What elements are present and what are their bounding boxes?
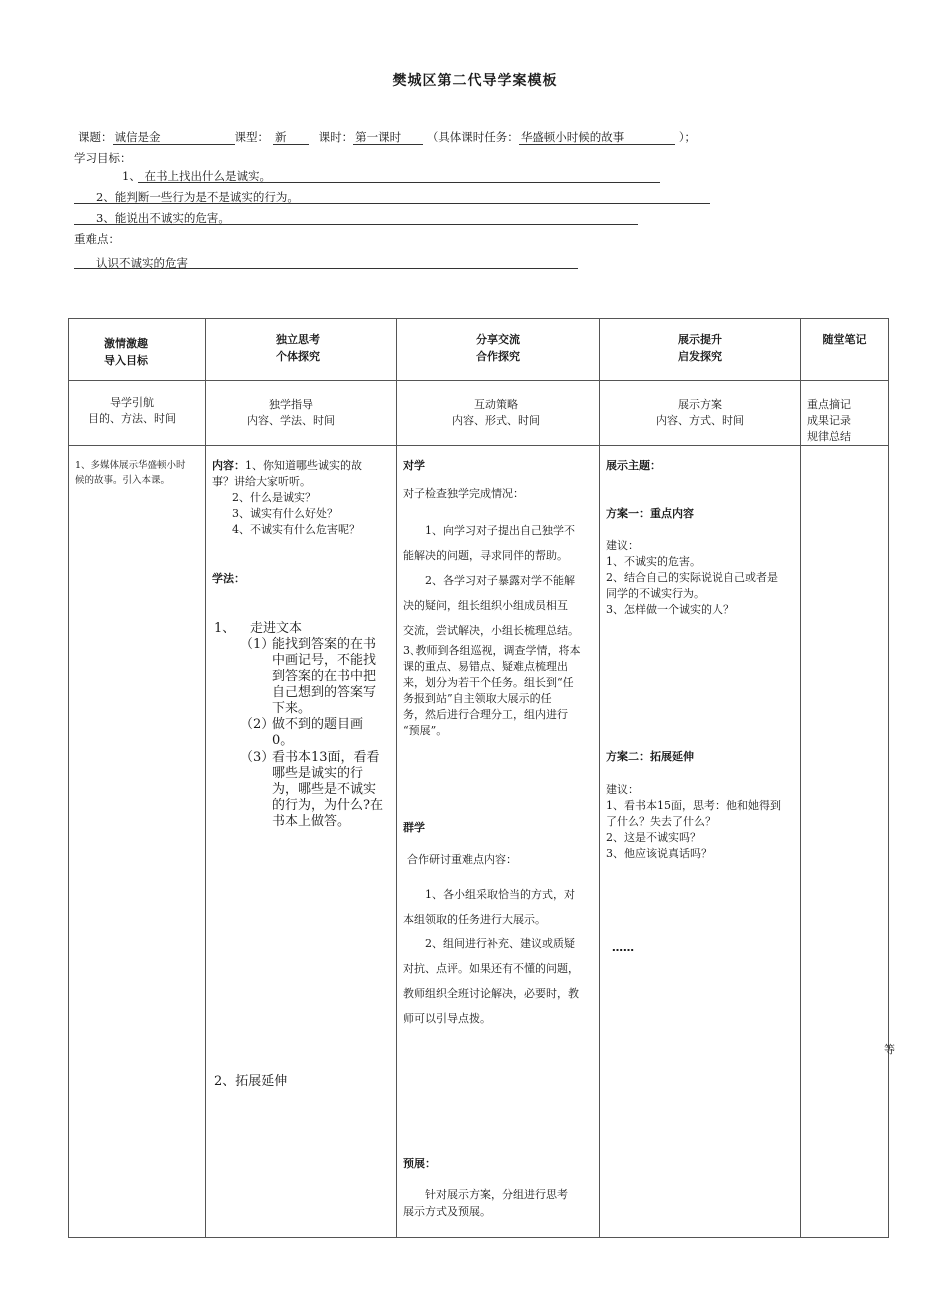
col2-sub1-text xyxy=(272,637,376,717)
header-col3 xyxy=(397,319,600,381)
col3-preview-line1: 针对展示方案，分组进行思考 xyxy=(425,1188,568,1201)
col3-pair-1 xyxy=(403,518,575,568)
col4-plan1-line1: 建议： xyxy=(606,539,639,552)
period-value: 第一课时 xyxy=(353,130,423,145)
subheader-col3 xyxy=(397,381,600,446)
body-col2 xyxy=(206,446,397,1238)
col3-group-1 xyxy=(403,882,575,932)
col4-plan2-line1: 建议： xyxy=(606,783,639,796)
col4-plan2-line4: 2、这是不诚实吗？ xyxy=(606,831,701,844)
objective-underline-2 xyxy=(74,203,710,204)
subheader-col2 xyxy=(206,381,397,446)
col3-pair-label: 对学 xyxy=(403,459,425,472)
col2-content-line3: 3、诚实有什么好处？ xyxy=(232,507,338,520)
col2-sub3-num: （3） xyxy=(240,750,275,765)
task-value: 华盛顿小时候的故事 xyxy=(519,130,675,145)
subheader-col5-line2: 成果记录 xyxy=(807,414,851,427)
col4-plan1-line2: 1、不诚实的危害。 xyxy=(606,555,701,568)
col2-sub1-line3: 到答案的在书中把 xyxy=(272,669,377,684)
col4-plan1-text xyxy=(606,538,778,618)
col3-pair-3-line5: 务，然后进行合理分工，组内进行 xyxy=(403,708,568,721)
col2-content-label: 内容： xyxy=(212,459,245,472)
col2-step2: 2、拓展延伸 xyxy=(214,1074,288,1089)
col3-group-1-line1: 1、各小组采取恰当的方式，对 xyxy=(425,888,575,901)
col2-content-first: 1、你知道哪些诚实的故 xyxy=(245,459,362,472)
col3-preview-text xyxy=(403,1186,568,1220)
col2-sub1-line1: 能找到答案的在书 xyxy=(272,637,377,652)
col3-pair-3-line6: “预展”。 xyxy=(403,724,448,737)
col3-group-2-line2: 对抗、点评。如果还有不懂的问题， xyxy=(403,962,579,975)
col3-pair-2-line1: 2、各学习对子暴露对学不能解 xyxy=(425,574,575,587)
subheader-col1-line2: 目的、方法、时间 xyxy=(88,412,176,425)
col3-preview-label: 预展： xyxy=(403,1157,436,1170)
subheader-col4-line1: 展示方案 xyxy=(678,398,722,411)
col2-sub3-line3: 为，哪些是不诚实 xyxy=(272,782,377,797)
col3-pair-1-line2: 能解决的问题，寻求同伴的帮助。 xyxy=(403,549,568,562)
col2-sub2-line1: 做不到的题目画 xyxy=(272,717,364,732)
subheader-col2-line2: 内容、学法、时间 xyxy=(247,414,335,427)
header-col3-line2: 合作探究 xyxy=(476,350,520,363)
col3-pair-2-line2: 决的疑问，组长组织小组成员相互 xyxy=(403,599,568,612)
lesson-plan-table xyxy=(68,318,889,1238)
header-col1-line2: 导入目标 xyxy=(104,354,148,367)
col4-plan1-line4: 同学的不诚实行为。 xyxy=(606,587,705,600)
col4-ellipsis: …… xyxy=(612,941,634,954)
body-col1 xyxy=(69,446,206,1238)
objective-underline-1 xyxy=(138,182,660,183)
header-col2 xyxy=(206,319,397,381)
col3-group-2-line3: 教师组织全班讨论解决，必要时，教 xyxy=(403,987,579,1000)
header-col1 xyxy=(69,319,206,381)
header-col2-line1: 独立思考 xyxy=(276,333,320,346)
col3-pair-3-line4: 务报到站”自主领取大展示的任 xyxy=(403,692,552,705)
col3-pair-3-line3: 来，划分为若干个任务。组长到“任 xyxy=(403,676,574,689)
col3-group-2-line1: 2、组间进行补充、建议或质疑 xyxy=(425,937,575,950)
subheader-col3-line1: 互动策略 xyxy=(474,398,518,411)
header-col4 xyxy=(600,319,801,381)
key-points-label: 重难点： xyxy=(74,232,120,246)
table-body-row xyxy=(69,446,889,1238)
col3-preview-line2: 展示方式及预展。 xyxy=(403,1205,491,1218)
key-points-value: 认识不诚实的危害 xyxy=(96,256,188,270)
header-col2-line2: 个体探究 xyxy=(276,350,320,363)
col4-theme-label: 展示主题： xyxy=(606,459,661,472)
col4-plan1-label: 方案一：重点内容 xyxy=(606,507,694,520)
col2-sub3-line1: 看书本13面，看看 xyxy=(272,750,380,765)
col4-plan2-line3: 了什么？失去了什么？ xyxy=(606,815,716,828)
col4-plan2-text xyxy=(606,782,781,862)
header-col4-line2: 启发探究 xyxy=(678,350,722,363)
subheader-col1 xyxy=(69,381,206,446)
topic-value: 诚信是金 xyxy=(113,130,235,145)
col3-pair-3 xyxy=(403,643,581,739)
col3-group-2-line4: 师可以引导点拨。 xyxy=(403,1012,491,1025)
header-col3-line1: 分享交流 xyxy=(476,333,520,346)
header-col4-line1: 展示提升 xyxy=(678,333,722,346)
objective-item-2: 2、能判断一些行为是不是诚实的行为。 xyxy=(96,190,299,204)
topic-label: 课题： xyxy=(78,130,113,144)
col2-sub2-num: （2） xyxy=(240,717,275,732)
col2-content-line2: 2、什么是诚实？ xyxy=(232,491,316,504)
task-end: ）； xyxy=(678,130,697,144)
subheader-col5-line1: 重点摘记 xyxy=(807,398,851,411)
col2-sub3-line5: 书本上做答。 xyxy=(272,814,351,829)
col4-plan2-label: 方案二：拓展延伸 xyxy=(606,750,694,763)
col2-sub3-line2: 哪些是诚实的行 xyxy=(272,766,364,781)
col3-pair-3-line1: 3､教师到各组巡视，调查学情，将本 xyxy=(403,644,581,657)
col2-sub3-line4: 的行为，为什么?在 xyxy=(272,798,383,813)
type-label: 课型： xyxy=(234,130,269,144)
subheader-col5 xyxy=(801,381,889,446)
objectives-label: 学习目标： xyxy=(74,151,132,165)
col4-plan1-line5: 3、怎样做一个诚实的人？ xyxy=(606,603,734,616)
col2-sub1-line4: 自己想到的答案写 xyxy=(272,685,377,700)
col2-sub1-line2: 中画记号，不能找 xyxy=(272,653,377,668)
col4-plan2-line5: 3、他应该说真话吗？ xyxy=(606,847,712,860)
body-col5 xyxy=(801,446,889,1238)
col3-pair-2 xyxy=(403,568,579,643)
col3-pair-2-line3: 交流，尝试解决，小组长梳理总结。 xyxy=(403,624,579,637)
side-note: 等 xyxy=(884,1043,895,1056)
col2-step1-num: 1、 xyxy=(214,621,236,636)
col1-text-line2: 候的故事。引入本课。 xyxy=(75,475,171,486)
objective-underline-3 xyxy=(74,224,638,225)
col2-content-line1: 事？讲给大家听听。 xyxy=(212,475,311,488)
col3-group-1-line2: 本组领取的任务进行大展示。 xyxy=(403,913,546,926)
table-subheader-row xyxy=(69,381,889,446)
header-col5 xyxy=(801,319,889,381)
col3-pair-intro: 对子检查独学完成情况： xyxy=(403,487,524,500)
subheader-col1-line1: 导学引航 xyxy=(110,396,154,409)
subheader-col5-line3: 规律总结 xyxy=(807,430,851,443)
objective-item-3: 3、能说出不诚实的危害。 xyxy=(96,211,230,225)
col2-sub2-line2: 0。 xyxy=(272,733,294,748)
type-value: 新 xyxy=(273,130,309,145)
subheader-col4 xyxy=(600,381,801,446)
header-col5-line1: 随堂笔记 xyxy=(822,333,867,346)
subheader-col4-line2: 内容、方式、时间 xyxy=(656,414,744,427)
col3-pair-1-line1: 1、向学习对子提出自己独学不 xyxy=(425,524,575,537)
lesson-meta-line xyxy=(78,129,696,145)
col2-method-label: 学法： xyxy=(212,572,245,585)
col3-group-intro: 合作研讨重难点内容： xyxy=(407,853,517,866)
col3-pair-3-line2: 课的重点、易错点、疑难点梳理出 xyxy=(403,660,568,673)
col2-sub1-num: （1） xyxy=(240,637,275,652)
col2-sub2-text xyxy=(272,717,363,749)
body-col4 xyxy=(600,446,801,1238)
body-col3 xyxy=(397,446,600,1238)
subheader-col3-line2: 内容、形式、时间 xyxy=(452,414,540,427)
header-col1-line1: 激情激趣 xyxy=(104,337,148,350)
col2-sub1-line5: 下来。 xyxy=(272,701,312,716)
col2-sub3-text xyxy=(272,750,383,830)
col2-content-line4: 4、不诚实有什么危害呢？ xyxy=(232,523,360,536)
col1-text-line1: 1、多媒体展示华盛顿小时 xyxy=(75,460,186,471)
page-title: 樊城区第二代导学案模板 xyxy=(392,73,558,89)
col3-group-label: 群学 xyxy=(403,821,425,834)
subheader-col2-line1: 独学指导 xyxy=(269,398,313,411)
table-header-row xyxy=(69,319,889,381)
col3-group-2 xyxy=(403,931,579,1031)
period-label: 课时： xyxy=(318,130,354,144)
objective-item-1: 1、 在书上找出什么是诚实。 xyxy=(122,169,271,183)
col4-plan1-line3: 2、结合自己的实际说说自己或者是 xyxy=(606,571,778,584)
col4-plan2-line2: 1、看书本15面，思考：他和她得到 xyxy=(606,799,781,812)
col2-step1-title: 走进文本 xyxy=(250,621,303,636)
task-label: （具体课时任务： xyxy=(426,130,519,144)
key-points-underline xyxy=(74,268,578,269)
